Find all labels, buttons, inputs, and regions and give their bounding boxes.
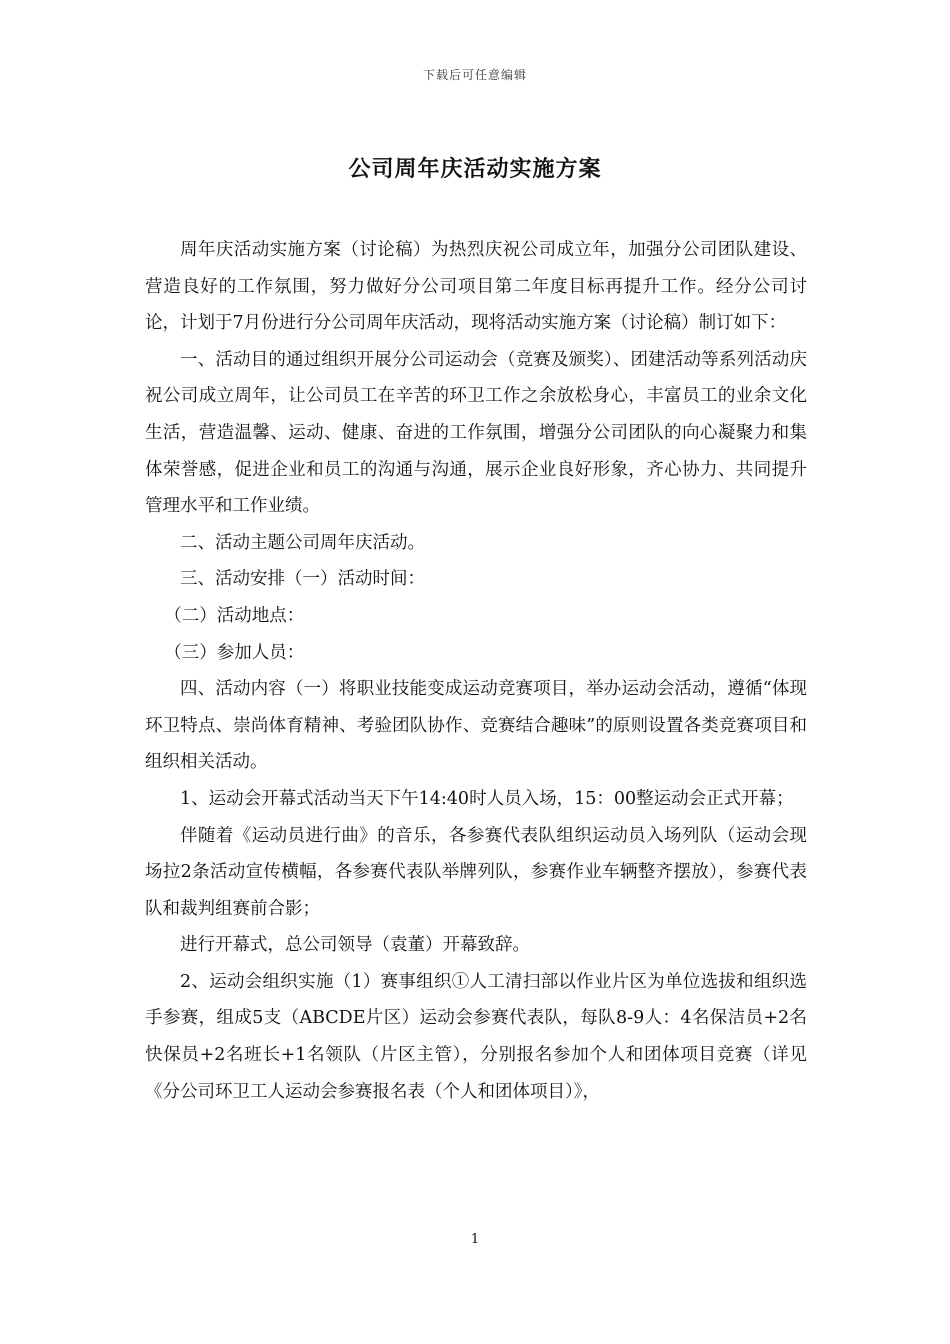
paragraph-content: 四、活动内容（一）将职业技能变成运动竞赛项目，举办运动会活动，遵循“体现环卫特点、崇尚体育精神、考验团队协作、竞赛结合趣味”的原则设置各类竞赛项目和组织相关活动。 bbox=[145, 679, 807, 773]
paragraph-organization: 2、运动会组织实施（1）赛事组织①人工清扫部以作业片区为单位选拔和组织选手参赛，组成5支（ABCDE片区）运动会参赛代表队，每队8-9人：4名保洁员+2名快保员+2名班长+1名领队（片区主管），分别报名参加个人和团体项目竞赛（详见《分公司环卫工人运动会参赛报名表（个人和团体项目）》， bbox=[145, 971, 807, 1102]
paragraph-opening: 1、运动会开幕式活动当天下午14:40时人员入场，15：00整运动会正式开幕； bbox=[180, 788, 794, 809]
page-number: 1 bbox=[470, 1232, 480, 1247]
paragraph-march: 伴随着《运动员进行曲》的音乐，各参赛代表队组织运动员入场列队（运动会现场拉2条活动宣传横幅，各参赛代表队举牌列队，参赛作业车辆整齐摆放），参赛代表队和裁判组赛前合影； bbox=[145, 825, 807, 919]
paragraph-purpose: 一、活动目的通过组织开展分公司运动会（竞赛及颁奖）、团建活动等系列活动庆祝公司成立周年，让公司员工在辛苦的环卫工作之余放松身心，丰富员工的业余文化生活，营造温馨、运动、健康、奋进的工作氛围，增强分公司团队的向心凝聚力和集体荣誉感，促进企业和员工的沟通与沟通，展示企业良好形象，齐心协力、共同提升管理水平和工作业绩。 bbox=[145, 349, 807, 517]
document-body bbox=[145, 232, 807, 1110]
paragraph-schedule-time: 三、活动安排（一）活动时间： bbox=[180, 569, 425, 590]
paragraph-location: （二）活动地点： bbox=[164, 605, 305, 626]
paragraph-speech: 进行开幕式，总公司领导（袁董）开幕致辞。 bbox=[180, 935, 530, 956]
paragraph-participants: （三）参加人员： bbox=[164, 642, 305, 663]
paragraph-theme: 二、活动主题公司周年庆活动。 bbox=[180, 532, 425, 553]
header-note: 下载后可任意编辑 bbox=[422, 68, 527, 82]
document-title: 公司周年庆活动实施方案 bbox=[348, 156, 602, 182]
paragraph-intro: 周年庆活动实施方案（讨论稿）为热烈庆祝公司成立年，加强分公司团队建设、营造良好的工作氛围，努力做好分公司项目第二年度目标再提升工作。经分公司讨论，计划于7月份进行分公司周年庆活动，现将活动实施方案（讨论稿）制订如下： bbox=[145, 240, 807, 334]
